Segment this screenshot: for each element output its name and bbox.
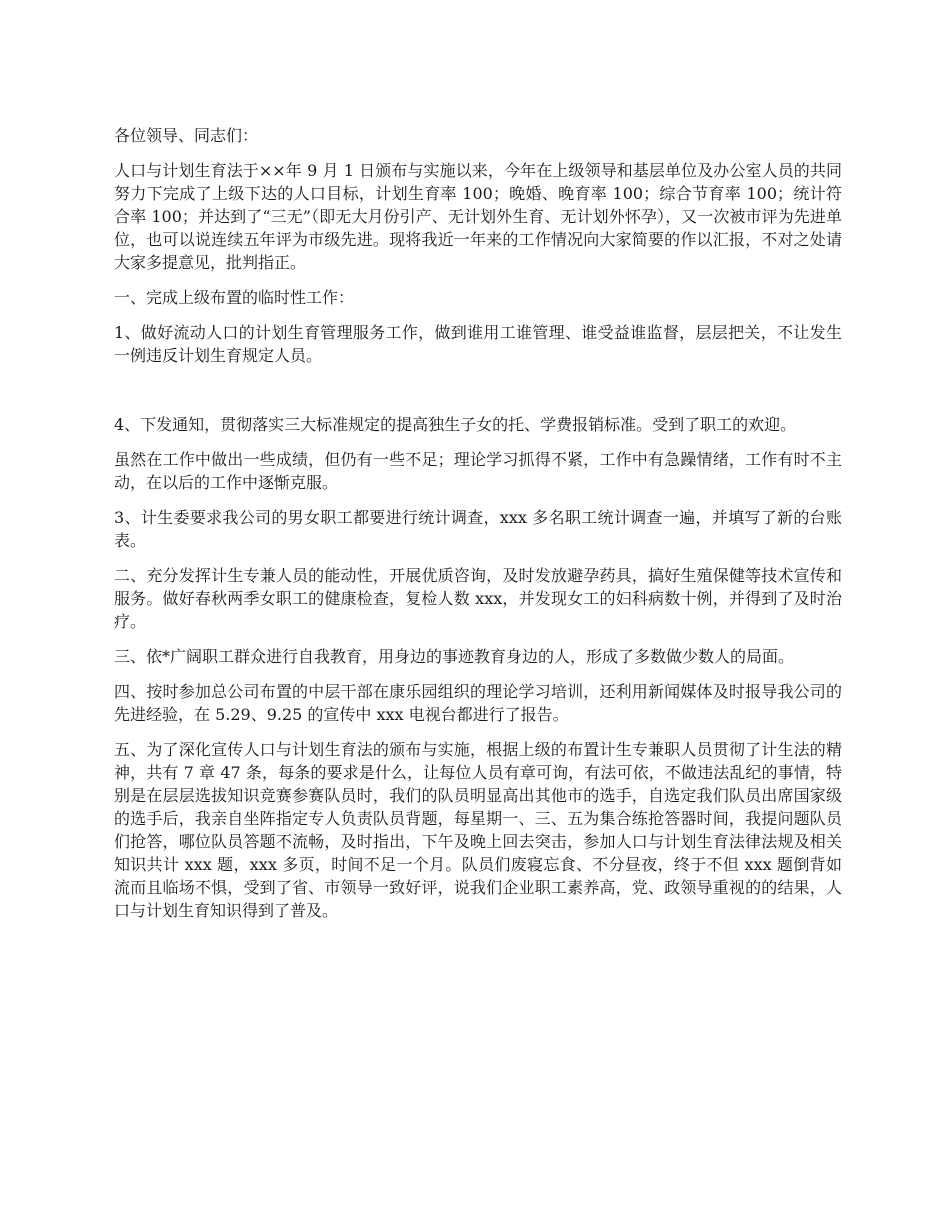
paragraph-item-4: 4、下发通知，贯彻落实三大标准规定的提高独生子女的托、学费报销标准。受到了职工的欢迎。 <box>114 415 797 434</box>
paragraph-item-1: 1、做好流动人口的计划生育管理服务工作，做到谁用工谁管理、谁受益谁监督，层层把关，不让发生一例违反计划生育规定人员。 <box>114 323 842 365</box>
section-5-paragraph: 五、为了深化宣传人口与计划生育法的颁布与实施，根据上级的布置计生专兼职人员贯彻了计生法的精神，共有 7 章 47 条，每条的要求是什么，让每位人员有章可询，有法可依，不做违法乱纪的事情，特别是在层层选拔知识竞赛参赛队员时，我们的队员明显高出其他市的选手，自选定我们队员出席国家级的选手后，我亲自坐阵指定专人负责队员背题，每星期一、三、五为集合练抢答器时间，我提问题队员们抢答，哪位队员答题不流畅，及时指出，下午及晚上回去突击，参加人口与计划生育法律法规及相关知识共计 xxx 题，xxx 多页，时间不足一个月。队员们废寝忘食、不分昼夜，终于不但 xxx 题倒背如流而且临场不惧，受到了省、市领导一致好评，说我们企业职工素养高，党、政领导重视的的结果，人口与计划生育知识得到了普及。 <box>114 740 842 920</box>
section-3-paragraph: 三、依*广阔职工群众进行自我教育，用身边的事迹教育身边的人，形成了多数做少数人的局面。 <box>114 647 795 666</box>
section-2-paragraph: 二、充分发挥计生专兼人员的能动性，开展优质咨询，及时发放避孕药具，搞好生殖保健等技术宣传和服务。做好春秋两季女职工的健康检查，复检人数 xxx，并发现女工的妇科病数十例，并得到了及时治疗。 <box>114 566 842 631</box>
greeting: 各位领导、同志们： <box>114 126 259 145</box>
section-4-paragraph: 四、按时参加总公司布置的中层干部在康乐园组织的理论学习培训，还利用新闻媒体及时报导我公司的先进经验，在 5.29、9.25 的宣传中 xxx 电视台都进行了报告。 <box>114 682 842 724</box>
paragraph-intro: 人口与计划生育法于××年 9 月 1 日颁布与实施以来，今年在上级领导和基层单位及办公室人员的共同努力下完成了上级下达的人口目标，计划生育率 100；晚婚、晚育率 100；综合节育率 100；统计符合率 100；并达到了“三无”（即无大月份引产、无计划外生育、无计划外怀孕），又一次被市评为先进单位，也可以说连续五年评为市级先进。现将我近一年来的工作情况向大家简要的作以汇报，不对之处请大家多提意见，批判指正。 <box>114 161 842 272</box>
paragraph-shortcomings: 虽然在工作中做出一些成绩，但仍有一些不足；理论学习抓得不紧，工作中有急躁情绪，工作有时不主动，在以后的工作中逐惭克服。 <box>114 450 842 492</box>
section-heading-1: 一、完成上级布置的临时性工作： <box>114 288 355 307</box>
paragraph-item-3: 3、计生委要求我公司的男女职工都要进行统计调查，xxx 多名职工统计调查一遍，并填写了新的台账表。 <box>114 508 842 550</box>
blank-space <box>114 379 842 413</box>
document-page <box>114 124 842 934</box>
